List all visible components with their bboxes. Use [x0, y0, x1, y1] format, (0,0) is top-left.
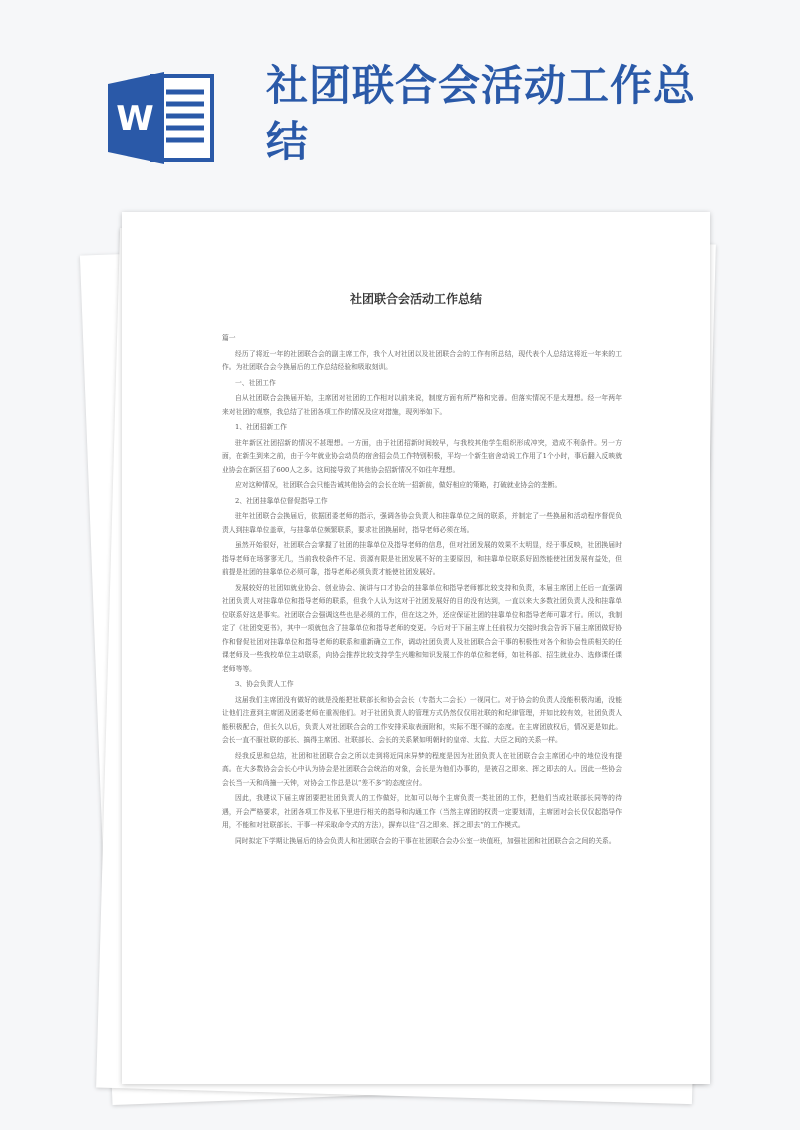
section-heading: 3、协会负责人工作	[235, 680, 294, 688]
document-paragraph: 应对这种情况，社团联合会只能告诫其他协会的会长在统一招新前，做好相应的策略，打破就业协会的垄断。	[235, 481, 562, 489]
document-title: 社团联合会活动工作总结	[349, 292, 482, 306]
document-body	[222, 332, 622, 850]
section-heading: 篇一	[222, 334, 236, 342]
section-heading: 2、社团挂靠单位督促指导工作	[235, 496, 328, 505]
document-paragraph: 因此，我建议下届主席团要把社团负责人的工作做好，比如可以每个主席负责一类社团的工作，把他们当成社联部长同等的待遇，开会严格要求，社团各项工作及私下里进行相关的指导和沟通工作（当然主席团的权责一定要划清，主席团对会长仅仅起指导作用，不能和对社联部长、干事一样采取命令式的方法），摒弃以往“召之即来、挥之即去”的工作模式。	[222, 794, 622, 829]
document-paragraph: 发展较好的社团如就业协会、创业协会、演讲与口才协会的挂靠单位和指导老师都比较支持和负责，本届主席团上任后一直强调社团负责人对挂靠单位和指导老师的联系，但我个人认为这对于社团发展好的目的没有达到，一直以来大多数社团负责人没和挂靠单位联系好这是事实。社团联合会强调这些也是必须的工作，但在这之外，还应保证社团的挂靠单位和指导老师可靠才行。所以，我制定了《社团变更书》，其中一项就包含了挂靠单位和指导老师的变更。今后对于下届主席上任前权力交接时我会告诉下届主席团做好协作和督促社团对挂靠单位和指导老师的联系和重新确立工作，调动社团负责人及社团联合会干事的积极性对各个和协会性质相关的任课老师及一些我校单位主动联系，向协会推荐比较支持学生兴趣和知识发展工作的单位和老师，如社科部、招生就业办、选修课任课老师等等。	[222, 583, 622, 673]
document-paragraph: 驻年社团联合会换届后，依据团委老师的指示，强调各协会负责人和挂靠单位之间的联系，并制定了一些换届和活动程序督促负责人到挂靠单位盖章，与挂靠单位频繁联系，要求社团换届时，指导老师必须在场。	[222, 512, 622, 534]
document-paragraph: 经历了将近一年的社团联合会的副主席工作，我个人对社团以及社团联合会的工作有所总结，现代表个人总结这将近一年来的工作。为社团联合会今换届后的工作总结经验和吸取刻训。	[222, 349, 622, 371]
document-paragraph: 驻年新区社团招新的情况不甚理想。一方面，由于社团招新时间较早，与我校其他学生组织形成冲突，造成不利条件。另一方面，在新生到来之前，由于今年就业协会动员的宿舍招会员工作特别积极，平均一个新生宿舍动说工作用了1个小时，事后翻入反映就业协会在新区招了600人之多。这间接导致了其他协会招新情况不如往年理想。	[222, 438, 622, 474]
document-paragraph: 虽然开始很好，社团联合会掌握了社团的挂靠单位及指导老师的信息，但对社团发展的效果不太明显，经于事反映，社团换届时指导老师在场寥寥无几，当前我校条件不足、资源有限是社团发展不好的主要原因，和挂靠单位联系好固然能使社团发展有益处，但前提是社团的挂靠单位必须可靠，指导老师必须负责才能使社团发展好。	[222, 541, 622, 576]
page-title: 社团联合会活动工作总结	[266, 61, 697, 166]
document-page	[122, 212, 710, 1084]
document-paragraph: 这届我们主席团没有做好的就是没能把社联部长和协会会长（专指大二会长）一视同仁。对于协会的负责人没能积极沟通，没能让他们注意到主席团及团委老师在重视他们。对于社团负责人的管理方式仍然仅仅用社联的和纪律管理，并如比较有效，社团负责人能积极配合，但长久以后，负责人对社团联合会的工作安排采取表面附和，实际不理不睬的态度。在主席团放权后，情况更是如此。会长一直不服社联的部长、搞得主席团、社联部长、会长的关系紧如明朝时的皇帝、太监、大臣之间的关系一样。	[222, 695, 622, 744]
document-paragraph: 自从社团联合会换届开始，主席团对社团的工作相对以前来说，制度方面有所严格和完善。但落实情况不是太理想。经一年两年来对社团的观察，我总结了社团各项工作的情况及应对措施，现列举如下。	[222, 394, 622, 416]
section-heading: 一、社团工作	[235, 378, 276, 387]
document-paragraph: 经我反思和总结，社团和社团联合会之所以走到将近同床异梦的程度是因为社团负责人在社团联合会主席团心中的地位没有提高。在大多数协会会长心中认为协会是社团联合会统治的对象，会长是为他们办事的，是被召之即来、挥之即去的人。因此一些协会会长当一天和尚撞一天钟，对协会工作总是以“差不多”的态度应付。	[222, 751, 622, 787]
section-heading: 1、社团招新工作	[235, 423, 287, 431]
svg-text:W: W	[116, 99, 154, 139]
document-paragraph: 同时拟定下学期让换届后的协会负责人和社团联合会的干事在社团联合会办公室一块值班，加强社团和社团联合会之间的关系。	[235, 836, 616, 845]
